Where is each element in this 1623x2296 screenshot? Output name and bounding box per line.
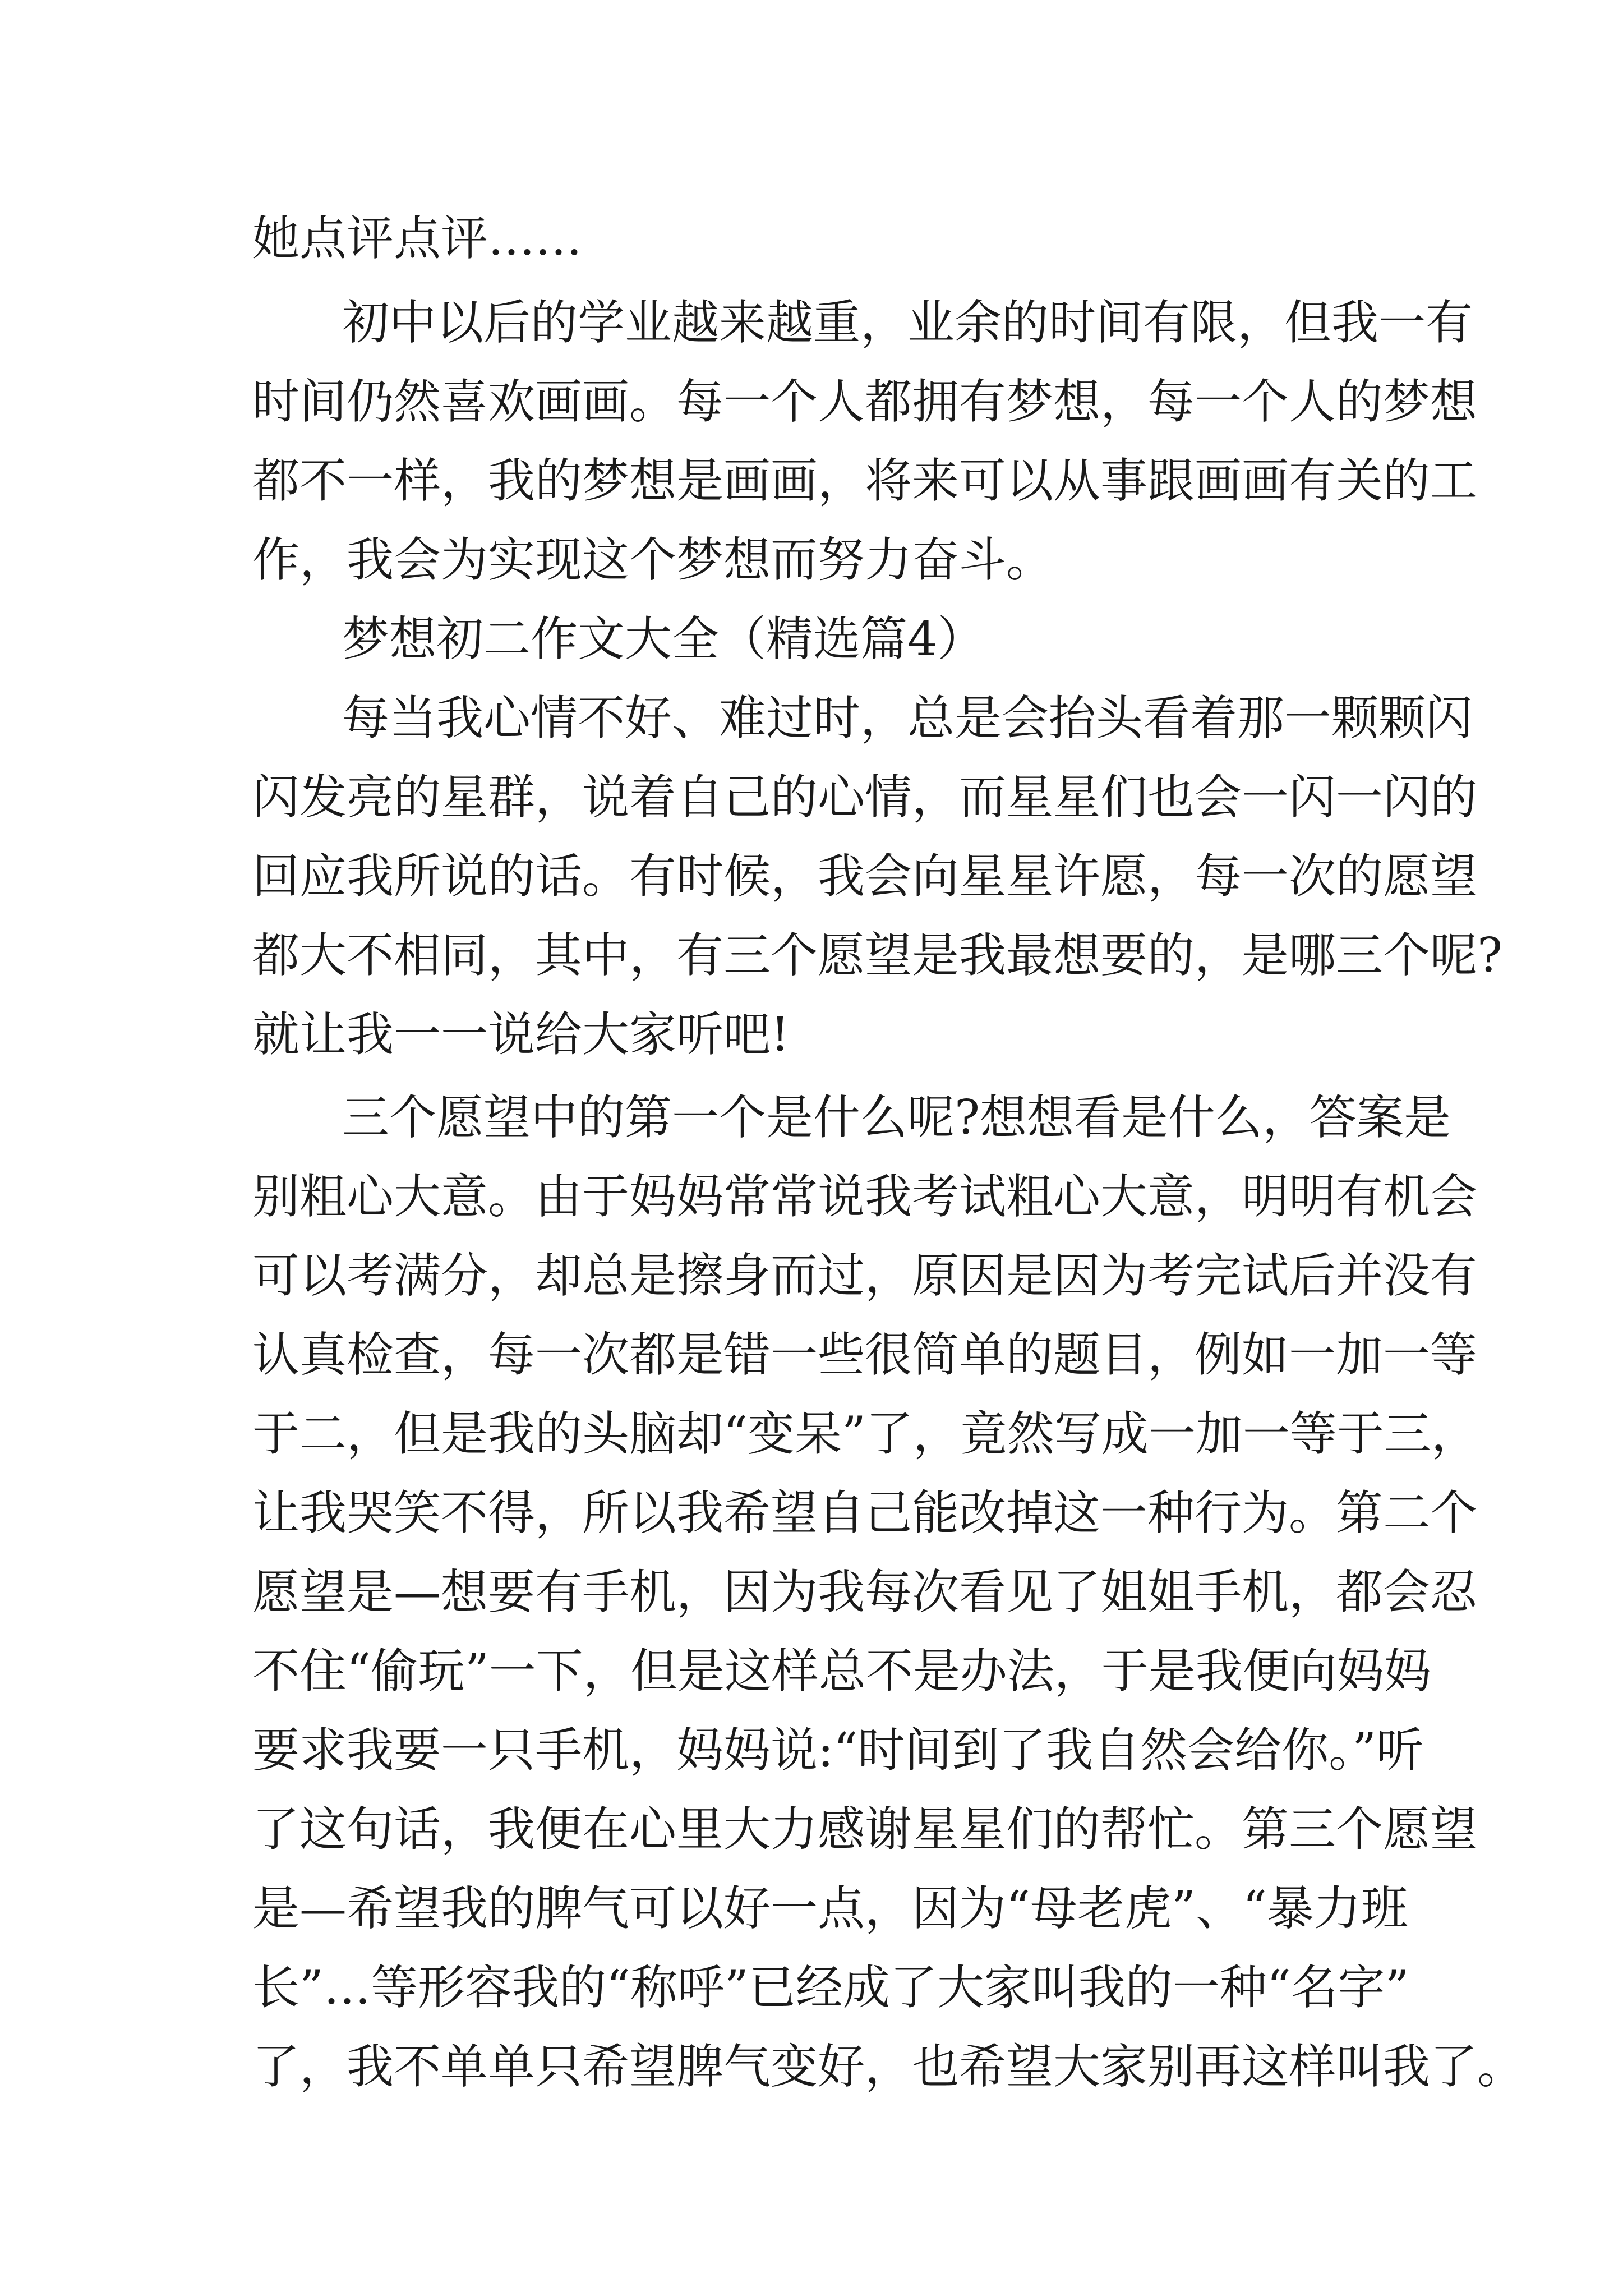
text-line: 回应我所说的话。有时候，我会向星星许愿，每一次的愿望 (252, 849, 1478, 904)
text-line: 愿望是—想要有手机，因为我每次看见了姐姐手机，都会忍 (252, 1565, 1478, 1619)
paragraph-first-line: 三个愿望中的第一个是什么呢?想想看是什么，答案是 (342, 1090, 1451, 1145)
text-line: 就让我一一说给大家听吧! (252, 1007, 790, 1062)
paragraph-first-line: 每当我心情不好、难过时，总是会抬头看着那一颗颗闪 (342, 691, 1473, 746)
text-line: 时间仍然喜欢画画。每一个人都拥有梦想，每一个人的梦想 (252, 374, 1478, 429)
text-line: 不住“偷玩”一下，但是这样总不是办法，于是我便向妈妈 (252, 1644, 1431, 1699)
text-line: 是—希望我的脾气可以好一点，因为“母老虎”、“暴力班 (252, 1881, 1408, 1936)
text-line: 别粗心大意。由于妈妈常常说我考试粗心大意，明明有机会 (252, 1169, 1478, 1224)
text-line: 她点评点评…… (252, 211, 583, 266)
text-line: 都不一样，我的梦想是画画，将来可以从事跟画画有关的工 (252, 453, 1478, 508)
text-line: 了这句话，我便在心里大力感谢星星们的帮忙。第三个愿望 (252, 1802, 1478, 1857)
text-line: 可以考满分，却总是擦身而过，原因是因为考完试后并没有 (252, 1248, 1478, 1303)
paragraph-first-line: 初中以后的学业越来越重，业余的时间有限，但我一有 (342, 295, 1473, 350)
text-line: 闪发亮的星群，说着自己的心情，而星星们也会一闪一闪的 (252, 770, 1478, 825)
text-line: 于二，但是我的头脑却“变呆”了，竟然写成一加一等于三， (252, 1406, 1478, 1461)
text-line: 作，我会为实现这个梦想而努力奋斗。 (252, 532, 1054, 587)
text-line: 了，我不单单只希望脾气变好，也希望大家别再这样叫我了。 (252, 2039, 1525, 2094)
text-line: 要求我要一只手机，妈妈说:“时间到了我自然会给你。”听 (252, 1723, 1424, 1778)
text-line: 让我哭笑不得，所以我希望自己能改掉这一种行为。第二个 (252, 1485, 1478, 1540)
text-line: 都大不相同，其中，有三个愿望是我最想要的，是哪三个呢? (252, 928, 1503, 983)
text-line: 长”…等形容我的“称呼”已经成了大家叫我的一种“名字” (252, 1960, 1409, 2015)
text-line: 认真检查，每一次都是错一些很简单的题目，例如一加一等 (252, 1327, 1478, 1382)
section-heading: 梦想初二作文大全（精选篇4） (342, 611, 985, 666)
